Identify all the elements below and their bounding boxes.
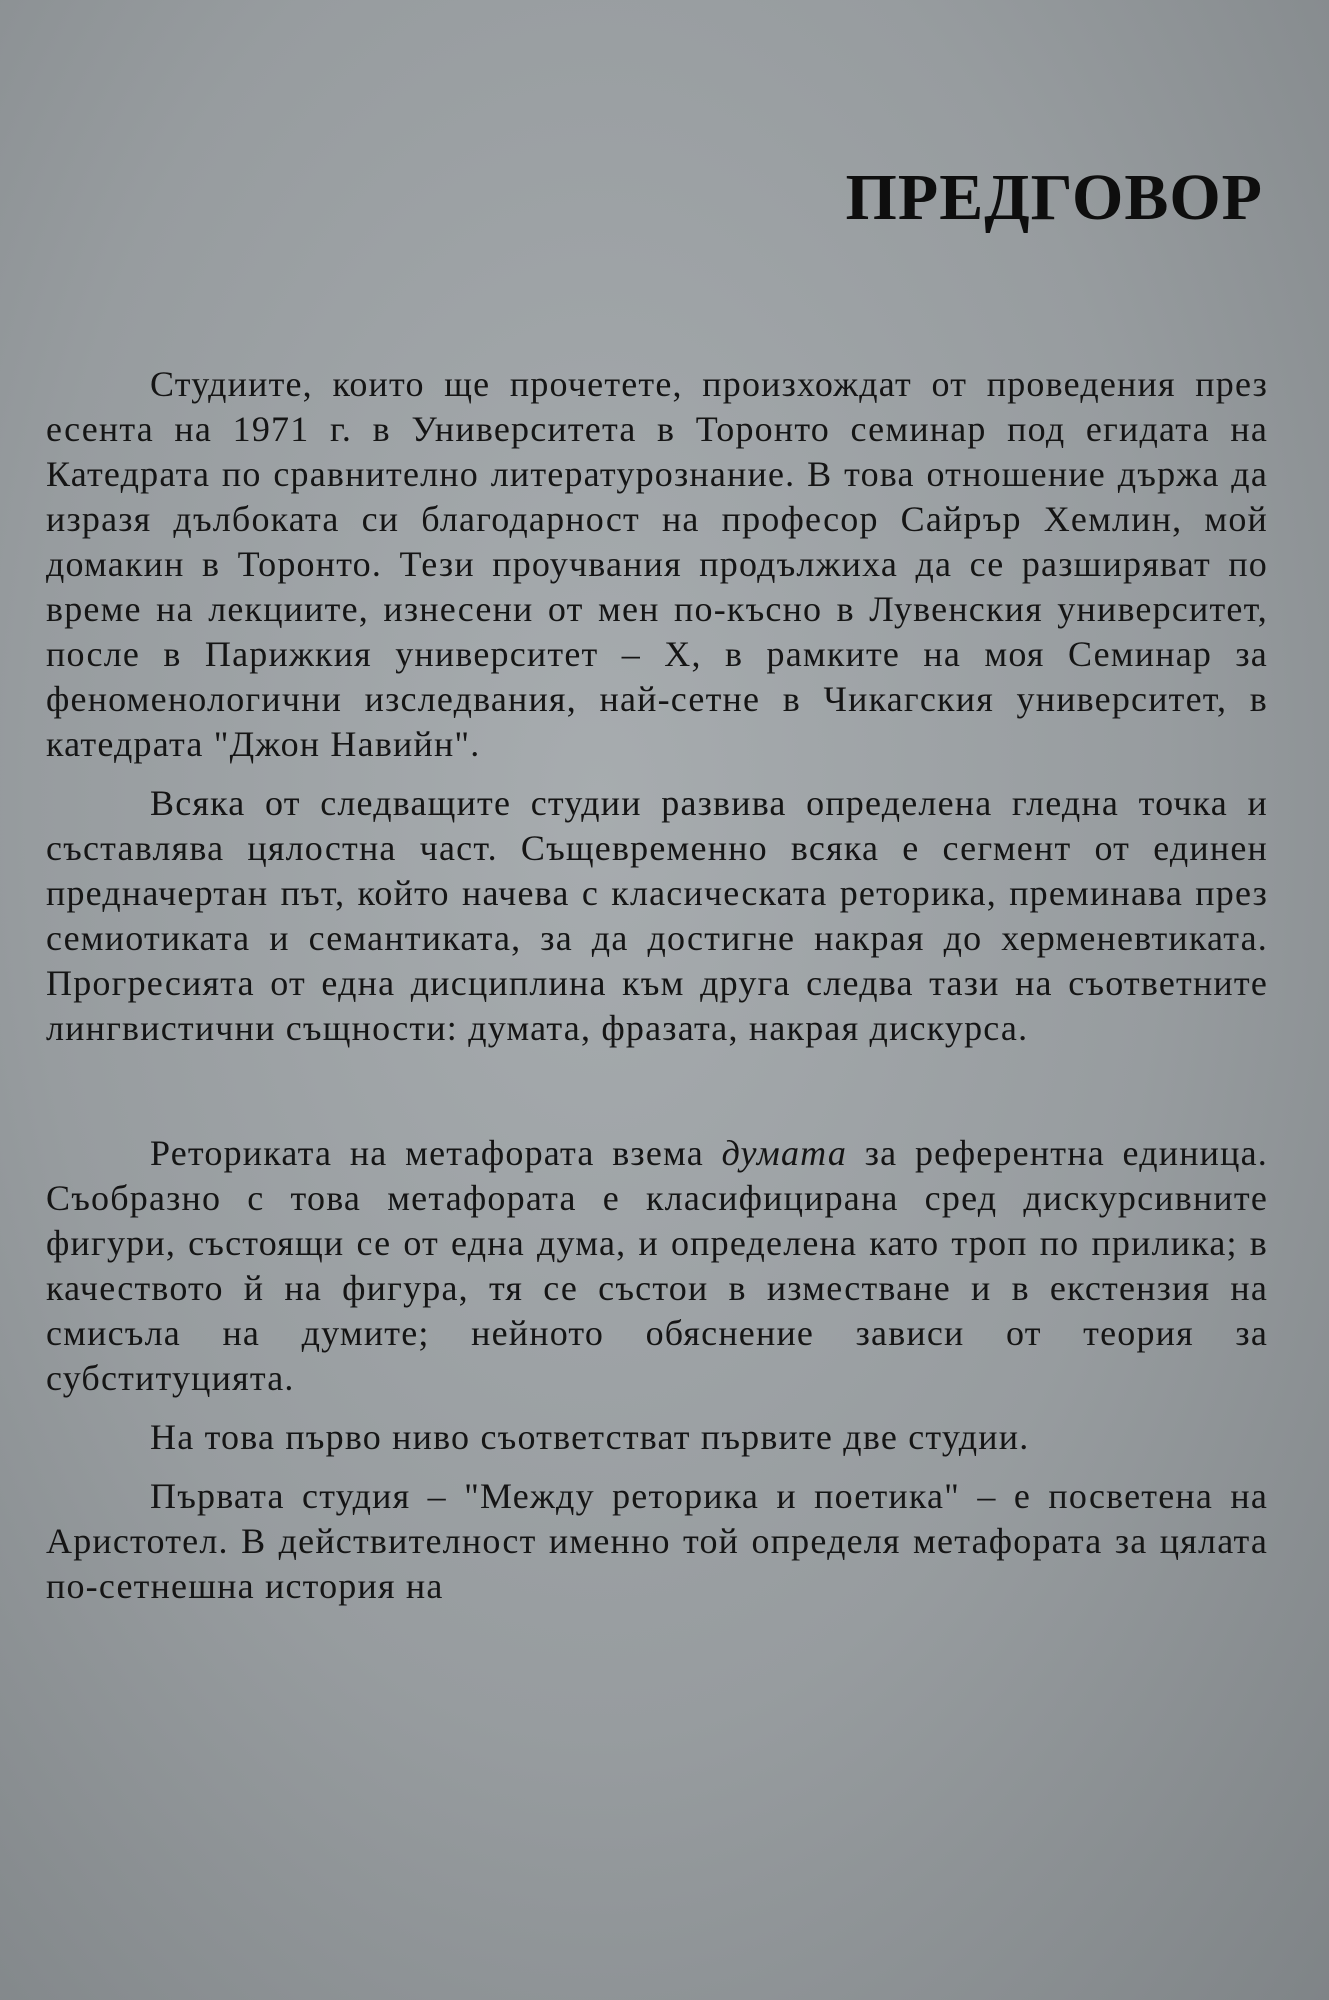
paragraph-3-start: Реториката на метафората взема	[150, 1133, 704, 1173]
preface-text	[46, 362, 1268, 1609]
paragraph-4: На това първо ниво съответстват първите две студии.	[150, 1417, 1030, 1457]
emphasis-word: думата	[721, 1133, 848, 1173]
page-title: ПРЕДГОВОР	[845, 161, 1263, 234]
paragraph-3	[46, 1131, 1268, 1401]
paragraph-5: Първата студия – "Между реторика и поетика" – е посветена на Аристотел. В действителност именно той определя метафората за цялата по-сетнешна история на	[46, 1476, 1268, 1606]
paragraph-1: Студиите, които ще прочетете, произхождат от проведения през есента на 1971 г. в Университета в Торонто семинар под егидата на Катедрата по сравнително литературознание. В това отношение държа да изразя дълбоката си благодарност на професор Сайрър Хемлин, мой домакин в Торонто. Тези проучвания продължиха да се разширяват по време на лекциите, изнесени от мен по-късно в Лувенския университет, после в Парижкия университет – X, в рамките на моя Семинар за феноменологични изследвания, най-сетне в Чикагския университет, в катедрата "Джон Навийн".	[46, 364, 1268, 764]
paragraph-3-rest: за референтна единица. Съобразно с това метафората е класифицирана сред дискурсивните фигури, състоящи се от една дума, и определена като троп по прилика; в качеството й на фигура, тя се състои в изместване и в екстензия на смисъла на думите; нейното обяснение зависи от теория за субституцията.	[46, 1133, 1268, 1398]
paragraph-2: Всяка от следващите студии развива определена гледна точка и съставлява цялостна част. Същевременно всяка е сегмент от единен предначертан път, който начева с класическата реторика, преминава през семиотиката и семантиката, за да достигне накрая до херменевтиката. Прогресията от една дисциплина към друга следва тази на съответните лингвистични същности: думата, фразата, накрая дискурса.	[46, 783, 1268, 1048]
